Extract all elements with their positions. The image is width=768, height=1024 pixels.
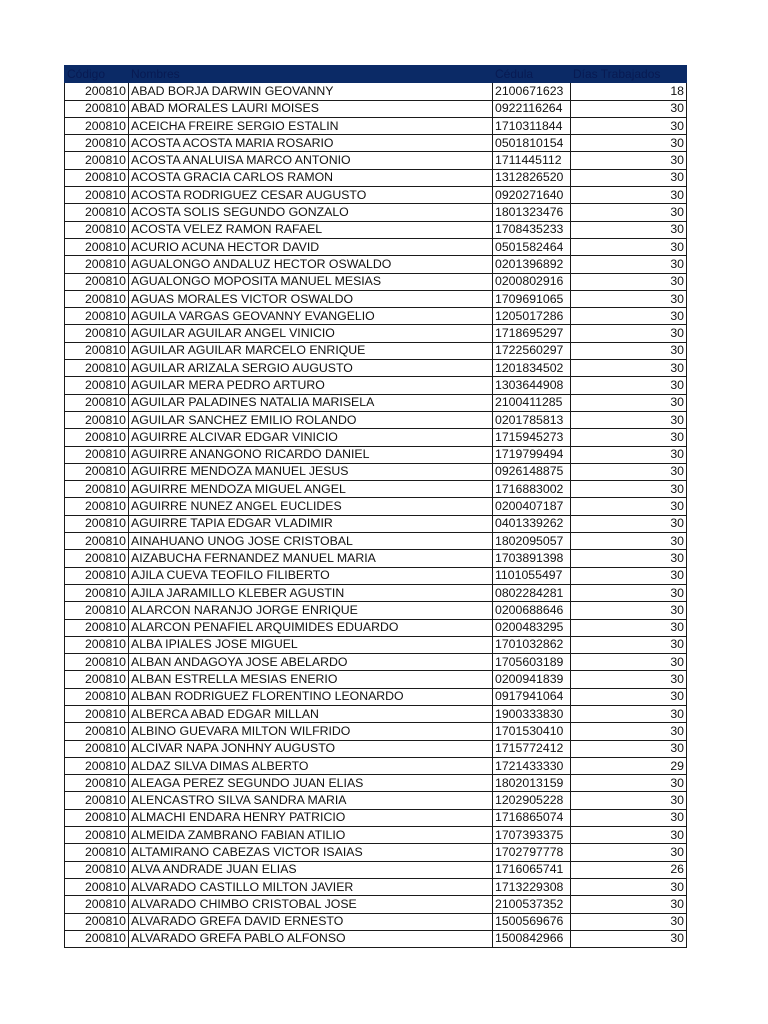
cell-nombre[interactable]: ALMACHI ENDARA HENRY PATRICIO: [129, 809, 493, 826]
cell-cedula[interactable]: 1101055497: [493, 567, 571, 584]
table-row: [65, 152, 687, 169]
cell-cedula[interactable]: 1701530410: [493, 723, 571, 740]
cell-codigo[interactable]: 200810: [65, 654, 129, 671]
cell-codigo[interactable]: 200810: [65, 187, 129, 204]
table-row: [65, 792, 687, 809]
cell-dias-trabajados[interactable]: 30: [571, 273, 687, 290]
cell-codigo[interactable]: 200810: [65, 290, 129, 307]
cell-cedula[interactable]: 0401339262: [493, 515, 571, 532]
cell-dias-trabajados[interactable]: 30: [571, 411, 687, 428]
cell-cedula[interactable]: 1716883002: [493, 481, 571, 498]
table-row: [65, 896, 687, 913]
header-dias-trabajados: Días Trabajados: [571, 66, 687, 83]
table-row: [65, 169, 687, 186]
cell-dias-trabajados[interactable]: 30: [571, 342, 687, 359]
cell-dias-trabajados[interactable]: 30: [571, 221, 687, 238]
cell-dias-trabajados[interactable]: 30: [571, 325, 687, 342]
cell-cedula[interactable]: 0926148875: [493, 463, 571, 480]
cell-cedula[interactable]: 1716065741: [493, 861, 571, 878]
cell-nombre[interactable]: AGUILA VARGAS GEOVANNY EVANGELIO: [129, 308, 493, 325]
table-row: [65, 878, 687, 895]
cell-codigo[interactable]: 200810: [65, 584, 129, 601]
cell-dias-trabajados[interactable]: 30: [571, 636, 687, 653]
table-row: [65, 723, 687, 740]
cell-dias-trabajados[interactable]: 30: [571, 169, 687, 186]
cell-codigo[interactable]: 200810: [65, 308, 129, 325]
cell-dias-trabajados[interactable]: 30: [571, 152, 687, 169]
cell-cedula[interactable]: 0917941064: [493, 688, 571, 705]
cell-dias-trabajados[interactable]: 30: [571, 204, 687, 221]
cell-cedula[interactable]: 1708435233: [493, 221, 571, 238]
cell-dias-trabajados[interactable]: 30: [571, 481, 687, 498]
cell-codigo[interactable]: 200810: [65, 377, 129, 394]
cell-nombre[interactable]: ALARCON PENAFIEL ARQUIMIDES EDUARDO: [129, 619, 493, 636]
cell-cedula[interactable]: 0200802916: [493, 273, 571, 290]
cell-nombre[interactable]: ACOSTA SOLIS SEGUNDO GONZALO: [129, 204, 493, 221]
cell-dias-trabajados[interactable]: 30: [571, 187, 687, 204]
cell-dias-trabajados[interactable]: 30: [571, 619, 687, 636]
cell-nombre[interactable]: ALENCASTRO SILVA SANDRA MARIA: [129, 792, 493, 809]
cell-dias-trabajados[interactable]: 30: [571, 550, 687, 567]
cell-dias-trabajados[interactable]: 30: [571, 930, 687, 947]
header-cedula: Cédula: [493, 66, 571, 83]
cell-nombre[interactable]: AGUIRRE ALCIVAR EDGAR VINICIO: [129, 429, 493, 446]
cell-cedula[interactable]: 0922116264: [493, 100, 571, 117]
table-row: [65, 238, 687, 255]
cell-nombre[interactable]: ALBINO GUEVARA MILTON WILFRIDO: [129, 723, 493, 740]
cell-nombre[interactable]: ALBAN ANDAGOYA JOSE ABELARDO: [129, 654, 493, 671]
cell-cedula[interactable]: 1709691065: [493, 290, 571, 307]
table-row: [65, 360, 687, 377]
cell-codigo[interactable]: 200810: [65, 757, 129, 774]
cell-cedula[interactable]: 0201396892: [493, 256, 571, 273]
cell-codigo[interactable]: 200810: [65, 325, 129, 342]
table-row: [65, 204, 687, 221]
cell-dias-trabajados[interactable]: 30: [571, 913, 687, 930]
cell-dias-trabajados[interactable]: 30: [571, 100, 687, 117]
cell-codigo[interactable]: 200810: [65, 256, 129, 273]
table-row: [65, 844, 687, 861]
cell-cedula[interactable]: 1713229308: [493, 878, 571, 895]
cell-nombre[interactable]: AGUALONGO ANDALUZ HECTOR OSWALDO: [129, 256, 493, 273]
cell-cedula[interactable]: 1202905228: [493, 792, 571, 809]
cell-dias-trabajados[interactable]: 30: [571, 827, 687, 844]
cell-dias-trabajados[interactable]: 30: [571, 878, 687, 895]
cell-cedula[interactable]: 1719799494: [493, 446, 571, 463]
table-row: [65, 515, 687, 532]
cell-nombre[interactable]: ALDAZ SILVA DIMAS ALBERTO: [129, 757, 493, 774]
cell-codigo[interactable]: 200810: [65, 152, 129, 169]
cell-codigo[interactable]: 200810: [65, 550, 129, 567]
table-row: [65, 498, 687, 515]
cell-codigo[interactable]: 200810: [65, 446, 129, 463]
table-row: [65, 930, 687, 947]
cell-nombre[interactable]: AJILA JARAMILLO KLEBER AGUSTIN: [129, 584, 493, 601]
cell-nombre[interactable]: ACOSTA ANALUISA MARCO ANTONIO: [129, 152, 493, 169]
cell-dias-trabajados[interactable]: 30: [571, 688, 687, 705]
table-row: [65, 671, 687, 688]
cell-dias-trabajados[interactable]: 30: [571, 567, 687, 584]
cell-nombre[interactable]: ABAD MORALES LAURI MOISES: [129, 100, 493, 117]
cell-cedula[interactable]: 1718695297: [493, 325, 571, 342]
cell-codigo[interactable]: 200810: [65, 221, 129, 238]
cell-cedula[interactable]: 0200483295: [493, 619, 571, 636]
cell-codigo[interactable]: 200810: [65, 844, 129, 861]
cell-nombre[interactable]: ABAD BORJA DARWIN GEOVANNY: [129, 83, 493, 100]
cell-dias-trabajados[interactable]: 30: [571, 308, 687, 325]
cell-codigo[interactable]: 200810: [65, 723, 129, 740]
cell-cedula[interactable]: 0920271640: [493, 187, 571, 204]
cell-nombre[interactable]: AGUILAR AGUILAR MARCELO ENRIQUE: [129, 342, 493, 359]
table-row: [65, 550, 687, 567]
cell-dias-trabajados[interactable]: 30: [571, 135, 687, 152]
cell-dias-trabajados[interactable]: 30: [571, 775, 687, 792]
cell-cedula[interactable]: 1715772412: [493, 740, 571, 757]
cell-nombre[interactable]: ALBAN RODRIGUEZ FLORENTINO LEONARDO: [129, 688, 493, 705]
table-row: [65, 654, 687, 671]
cell-codigo[interactable]: 200810: [65, 809, 129, 826]
cell-nombre[interactable]: ACURIO ACUNA HECTOR DAVID: [129, 238, 493, 255]
cell-codigo[interactable]: 200810: [65, 83, 129, 100]
table-row: [65, 757, 687, 774]
cell-nombre[interactable]: AGUIRRE NUNEZ ANGEL EUCLIDES: [129, 498, 493, 515]
table-row: [65, 584, 687, 601]
cell-cedula[interactable]: 1716865074: [493, 809, 571, 826]
cell-dias-trabajados[interactable]: 30: [571, 584, 687, 601]
cell-dias-trabajados[interactable]: 30: [571, 705, 687, 722]
cell-cedula[interactable]: 1715945273: [493, 429, 571, 446]
table-row: [65, 619, 687, 636]
cell-nombre[interactable]: ALBAN ESTRELLA MESIAS ENERIO: [129, 671, 493, 688]
cell-nombre[interactable]: AGUALONGO MOPOSITA MANUEL MESIAS: [129, 273, 493, 290]
cell-codigo[interactable]: 200810: [65, 705, 129, 722]
cell-dias-trabajados[interactable]: 30: [571, 498, 687, 515]
cell-codigo[interactable]: 200810: [65, 463, 129, 480]
cell-codigo[interactable]: 200810: [65, 619, 129, 636]
cell-dias-trabajados[interactable]: 30: [571, 809, 687, 826]
cell-cedula[interactable]: 1802095057: [493, 533, 571, 550]
cell-dias-trabajados[interactable]: 30: [571, 896, 687, 913]
cell-dias-trabajados[interactable]: 30: [571, 429, 687, 446]
cell-nombre[interactable]: ACOSTA RODRIGUEZ CESAR AUGUSTO: [129, 187, 493, 204]
cell-cedula[interactable]: 0802284281: [493, 584, 571, 601]
cell-nombre[interactable]: AGUILAR MERA PEDRO ARTURO: [129, 377, 493, 394]
cell-nombre[interactable]: ALMEIDA ZAMBRANO FABIAN ATILIO: [129, 827, 493, 844]
table-row: [65, 117, 687, 134]
cell-dias-trabajados[interactable]: 30: [571, 238, 687, 255]
cell-cedula[interactable]: 1303644908: [493, 377, 571, 394]
cell-codigo[interactable]: 200810: [65, 827, 129, 844]
table-row: [65, 827, 687, 844]
cell-dias-trabajados[interactable]: 30: [571, 740, 687, 757]
cell-nombre[interactable]: AGUAS MORALES VICTOR OSWALDO: [129, 290, 493, 307]
table-row: [65, 463, 687, 480]
cell-nombre[interactable]: ALVA ANDRADE JUAN ELIAS: [129, 861, 493, 878]
cell-dias-trabajados[interactable]: 30: [571, 602, 687, 619]
cell-cedula[interactable]: 1802013159: [493, 775, 571, 792]
header-row: [65, 66, 687, 83]
cell-cedula[interactable]: 2100671623: [493, 83, 571, 100]
table-row: [65, 446, 687, 463]
cell-cedula[interactable]: 1722560297: [493, 342, 571, 359]
cell-nombre[interactable]: AJILA CUEVA TEOFILO FILIBERTO: [129, 567, 493, 584]
cell-codigo[interactable]: 200810: [65, 498, 129, 515]
table-row: [65, 861, 687, 878]
cell-dias-trabajados[interactable]: 30: [571, 360, 687, 377]
table-row: [65, 429, 687, 446]
table-row: [65, 411, 687, 428]
cell-nombre[interactable]: ACOSTA GRACIA CARLOS RAMON: [129, 169, 493, 186]
table-row: [65, 533, 687, 550]
table-row: [65, 636, 687, 653]
cell-cedula[interactable]: 1205017286: [493, 308, 571, 325]
cell-cedula[interactable]: 1500569676: [493, 913, 571, 930]
cell-codigo[interactable]: 200810: [65, 636, 129, 653]
cell-dias-trabajados[interactable]: 30: [571, 671, 687, 688]
cell-nombre[interactable]: AGUIRRE MENDOZA MIGUEL ANGEL: [129, 481, 493, 498]
cell-codigo[interactable]: 200810: [65, 878, 129, 895]
table-row: [65, 809, 687, 826]
cell-codigo[interactable]: 200810: [65, 481, 129, 498]
cell-dias-trabajados[interactable]: 30: [571, 515, 687, 532]
cell-cedula[interactable]: 0200407187: [493, 498, 571, 515]
cell-cedula[interactable]: 1312826520: [493, 169, 571, 186]
cell-nombre[interactable]: ALVARADO GREFA DAVID ERNESTO: [129, 913, 493, 930]
table-row: [65, 100, 687, 117]
table-row: [65, 394, 687, 411]
cell-nombre[interactable]: AINAHUANO UNOG JOSE CRISTOBAL: [129, 533, 493, 550]
table-row: [65, 377, 687, 394]
cell-codigo[interactable]: 200810: [65, 861, 129, 878]
table-row: [65, 567, 687, 584]
cell-codigo[interactable]: 200810: [65, 238, 129, 255]
cell-codigo[interactable]: 200810: [65, 740, 129, 757]
cell-cedula[interactable]: 2100411285: [493, 394, 571, 411]
cell-dias-trabajados[interactable]: 18: [571, 83, 687, 100]
cell-nombre[interactable]: ALVARADO GREFA PABLO ALFONSO: [129, 930, 493, 947]
cell-dias-trabajados[interactable]: 30: [571, 792, 687, 809]
cell-cedula[interactable]: 1703891398: [493, 550, 571, 567]
table-row: [65, 602, 687, 619]
cell-nombre[interactable]: ALARCON NARANJO JORGE ENRIQUE: [129, 602, 493, 619]
cell-cedula[interactable]: 0501582464: [493, 238, 571, 255]
header-codigo: Código: [65, 66, 129, 83]
cell-codigo[interactable]: 200810: [65, 360, 129, 377]
cell-codigo[interactable]: 200810: [65, 273, 129, 290]
cell-codigo[interactable]: 200810: [65, 100, 129, 117]
cell-nombre[interactable]: ALTAMIRANO CABEZAS VICTOR ISAIAS: [129, 844, 493, 861]
cell-dias-trabajados[interactable]: 30: [571, 377, 687, 394]
cell-cedula[interactable]: 1711445112: [493, 152, 571, 169]
cell-codigo[interactable]: 200810: [65, 394, 129, 411]
cell-nombre[interactable]: ALEAGA PEREZ SEGUNDO JUAN ELIAS: [129, 775, 493, 792]
cell-nombre[interactable]: AGUILAR PALADINES NATALIA MARISELA: [129, 394, 493, 411]
cell-codigo[interactable]: 200810: [65, 930, 129, 947]
cell-codigo[interactable]: 200810: [65, 204, 129, 221]
cell-dias-trabajados[interactable]: 26: [571, 861, 687, 878]
cell-nombre[interactable]: ALBA IPIALES JOSE MIGUEL: [129, 636, 493, 653]
cell-cedula[interactable]: 0201785813: [493, 411, 571, 428]
table-row: [65, 740, 687, 757]
spreadsheet-table: [64, 65, 686, 948]
cell-nombre[interactable]: AGUIRRE MENDOZA MANUEL JESUS: [129, 463, 493, 480]
cell-nombre[interactable]: ACEICHA FREIRE SERGIO ESTALIN: [129, 117, 493, 134]
cell-codigo[interactable]: 200810: [65, 792, 129, 809]
table-row: [65, 221, 687, 238]
cell-dias-trabajados[interactable]: 30: [571, 256, 687, 273]
cell-codigo[interactable]: 200810: [65, 896, 129, 913]
cell-cedula[interactable]: 1710311844: [493, 117, 571, 134]
cell-codigo[interactable]: 200810: [65, 533, 129, 550]
cell-codigo[interactable]: 200810: [65, 429, 129, 446]
cell-nombre[interactable]: AGUIRRE TAPIA EDGAR VLADIMIR: [129, 515, 493, 532]
cell-cedula[interactable]: 1707393375: [493, 827, 571, 844]
table-row: [65, 688, 687, 705]
cell-codigo[interactable]: 200810: [65, 602, 129, 619]
cell-cedula[interactable]: 1801323476: [493, 204, 571, 221]
cell-nombre[interactable]: AGUILAR ARIZALA SERGIO AUGUSTO: [129, 360, 493, 377]
cell-dias-trabajados[interactable]: 30: [571, 723, 687, 740]
cell-cedula[interactable]: 0200941839: [493, 671, 571, 688]
cell-nombre[interactable]: AGUIRRE ANANGONO RICARDO DANIEL: [129, 446, 493, 463]
cell-cedula[interactable]: 2100537352: [493, 896, 571, 913]
cell-codigo[interactable]: 200810: [65, 671, 129, 688]
cell-cedula[interactable]: 1702797778: [493, 844, 571, 861]
table-row: [65, 325, 687, 342]
cell-dias-trabajados[interactable]: 30: [571, 463, 687, 480]
cell-nombre[interactable]: ACOSTA ACOSTA MARIA ROSARIO: [129, 135, 493, 152]
cell-cedula[interactable]: 1701032862: [493, 636, 571, 653]
cell-codigo[interactable]: 200810: [65, 169, 129, 186]
cell-dias-trabajados[interactable]: 30: [571, 394, 687, 411]
table-row: [65, 273, 687, 290]
cell-cedula[interactable]: 0200688646: [493, 602, 571, 619]
cell-codigo[interactable]: 200810: [65, 117, 129, 134]
cell-dias-trabajados[interactable]: 29: [571, 757, 687, 774]
cell-codigo[interactable]: 200810: [65, 411, 129, 428]
cell-codigo[interactable]: 200810: [65, 342, 129, 359]
cell-nombre[interactable]: AGUILAR AGUILAR ANGEL VINICIO: [129, 325, 493, 342]
table-row: [65, 481, 687, 498]
table-row: [65, 342, 687, 359]
table-row: [65, 775, 687, 792]
cell-codigo[interactable]: 200810: [65, 515, 129, 532]
cell-dias-trabajados[interactable]: 30: [571, 290, 687, 307]
table-row: [65, 705, 687, 722]
table-row: [65, 187, 687, 204]
cell-codigo[interactable]: 200810: [65, 913, 129, 930]
cell-cedula[interactable]: 1705603189: [493, 654, 571, 671]
cell-cedula[interactable]: 1721433330: [493, 757, 571, 774]
table-row: [65, 256, 687, 273]
table-row: [65, 135, 687, 152]
table-row: [65, 290, 687, 307]
cell-nombre[interactable]: AIZABUCHA FERNANDEZ MANUEL MARIA: [129, 550, 493, 567]
table-row: [65, 308, 687, 325]
cell-nombre[interactable]: ACOSTA VELEZ RAMON RAFAEL: [129, 221, 493, 238]
cell-nombre[interactable]: ALVARADO CHIMBO CRISTOBAL JOSE: [129, 896, 493, 913]
cell-nombre[interactable]: AGUILAR SANCHEZ EMILIO ROLANDO: [129, 411, 493, 428]
cell-cedula[interactable]: 1900333830: [493, 705, 571, 722]
cell-nombre[interactable]: ALBERCA ABAD EDGAR MILLAN: [129, 705, 493, 722]
cell-dias-trabajados[interactable]: 30: [571, 533, 687, 550]
cell-dias-trabajados[interactable]: 30: [571, 654, 687, 671]
cell-dias-trabajados[interactable]: 30: [571, 117, 687, 134]
header-nombres: Nombres: [129, 66, 493, 83]
employee-days-table: [64, 65, 687, 948]
cell-dias-trabajados[interactable]: 30: [571, 446, 687, 463]
cell-codigo[interactable]: 200810: [65, 135, 129, 152]
cell-nombre[interactable]: ALCIVAR NAPA JONHNY AUGUSTO: [129, 740, 493, 757]
cell-cedula[interactable]: 1201834502: [493, 360, 571, 377]
cell-codigo[interactable]: 200810: [65, 688, 129, 705]
table-row: [65, 83, 687, 100]
cell-cedula[interactable]: 0501810154: [493, 135, 571, 152]
cell-codigo[interactable]: 200810: [65, 567, 129, 584]
table-row: [65, 913, 687, 930]
cell-nombre[interactable]: ALVARADO CASTILLO MILTON JAVIER: [129, 878, 493, 895]
cell-cedula[interactable]: 1500842966: [493, 930, 571, 947]
cell-dias-trabajados[interactable]: 30: [571, 844, 687, 861]
cell-codigo[interactable]: 200810: [65, 775, 129, 792]
table-body: [65, 83, 687, 948]
